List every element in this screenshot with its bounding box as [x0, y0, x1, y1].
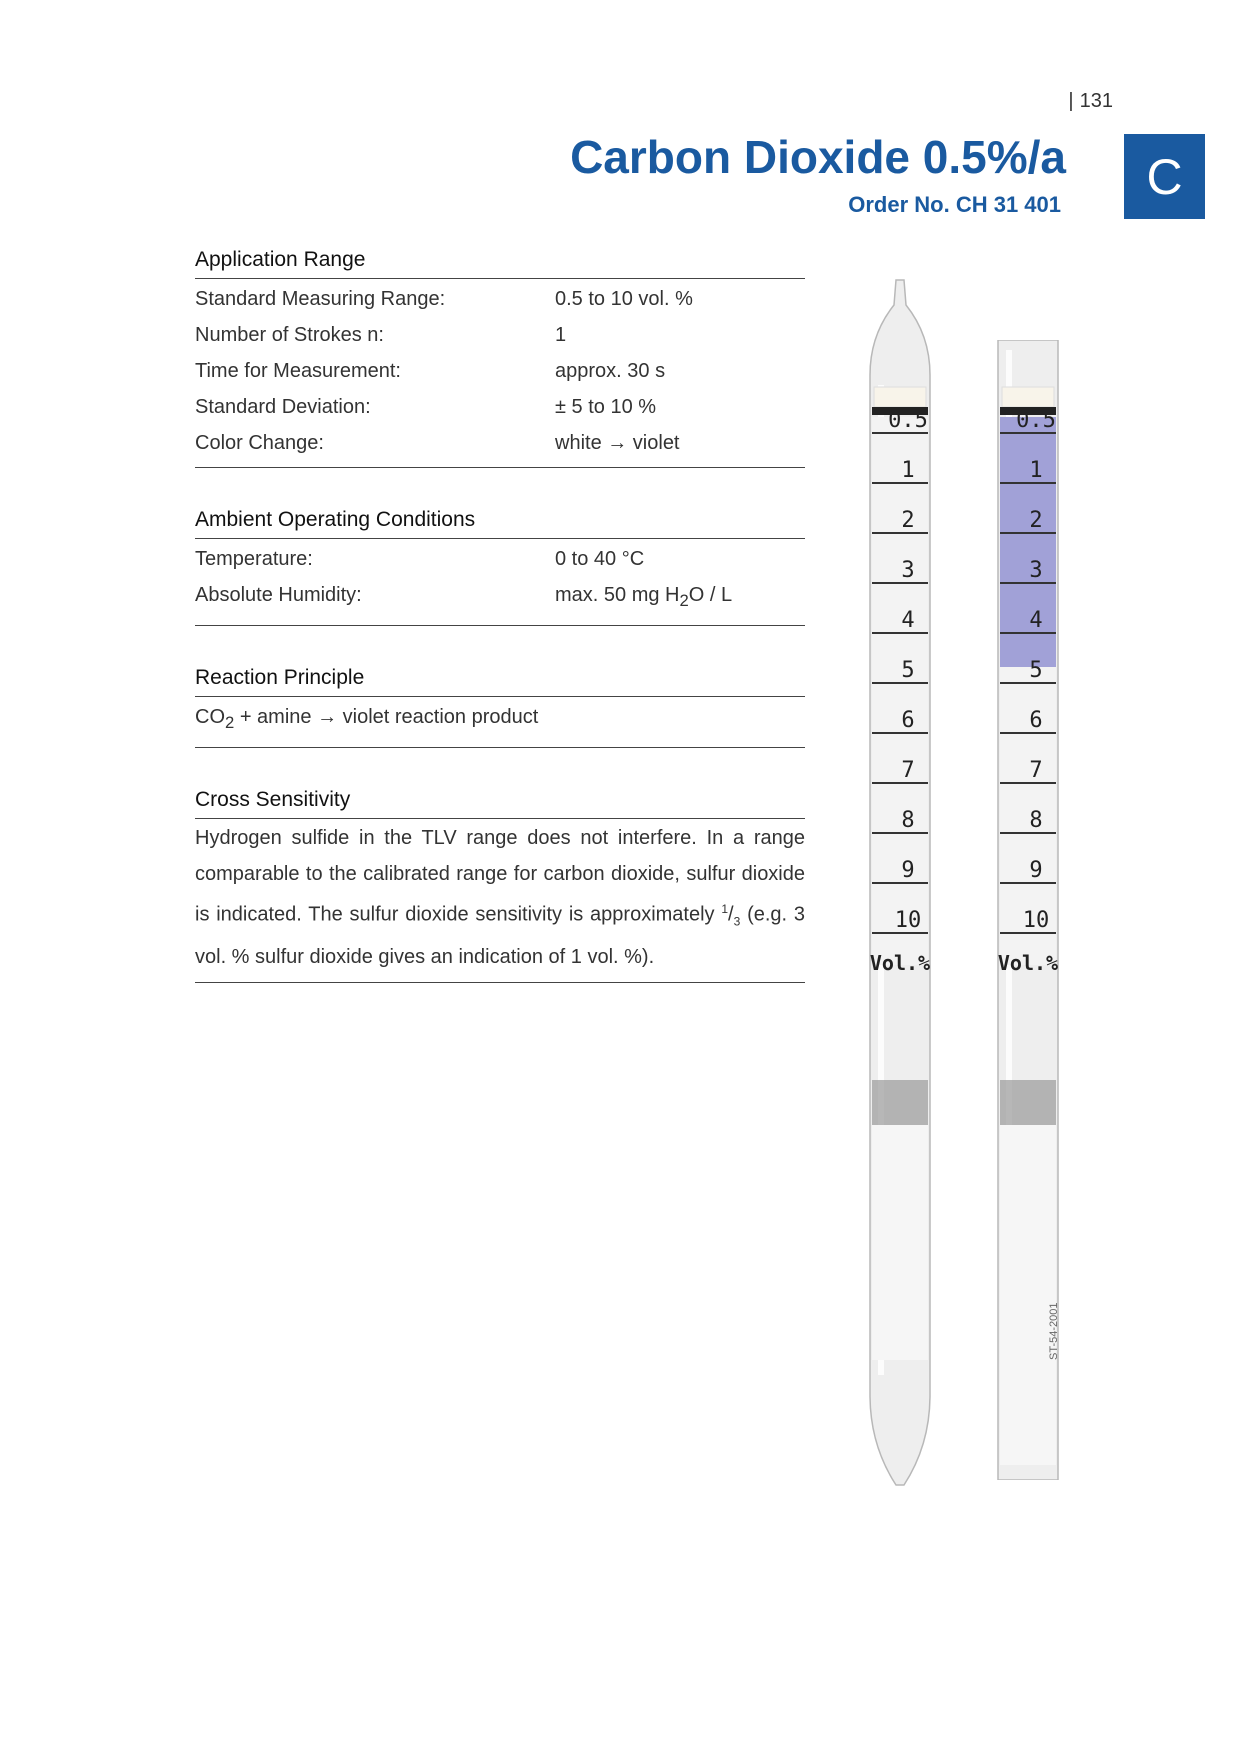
- cross-sensitivity-body: [195, 819, 805, 983]
- spec-content: [195, 248, 805, 1023]
- reaction-principle-heading: Reaction Principle: [195, 666, 805, 697]
- humidity-subscript: 2: [679, 591, 689, 610]
- tube-lower-section: [1000, 1125, 1056, 1465]
- scale-label: 4: [901, 608, 915, 633]
- mesh-plug: [1000, 1080, 1056, 1125]
- page-number: [1068, 90, 1113, 113]
- spec-value: [555, 577, 805, 619]
- spec-value: 0 to 40 °C: [555, 548, 645, 570]
- scale-label: 1: [1029, 458, 1043, 483]
- spec-key: Color Change:: [195, 432, 324, 454]
- scale-label: 9: [901, 858, 915, 883]
- reaction-subscript: 2: [225, 713, 235, 732]
- scale-label: 8: [901, 808, 915, 833]
- humidity-value-suffix: O / L: [688, 584, 733, 606]
- image-code: ST-54-2001: [1048, 1302, 1060, 1360]
- scale-label: 7: [1029, 758, 1043, 783]
- spec-value: approx. 30 s: [555, 360, 666, 382]
- unused-tube: [850, 275, 950, 1495]
- tube-plug: [874, 387, 926, 407]
- reaction-equation: [195, 699, 805, 741]
- scale-label: 8: [1029, 808, 1043, 833]
- reacted-zone: [1000, 417, 1056, 667]
- section-tab: C: [1124, 134, 1205, 219]
- scale-label: 4: [1029, 608, 1043, 633]
- ambient-conditions-table: [195, 539, 805, 626]
- scale-label: 10: [1022, 908, 1050, 933]
- cross-sensitivity-text: [195, 821, 805, 976]
- scale-label: 0.5: [1016, 408, 1056, 433]
- spec-key: Standard Deviation:: [195, 396, 371, 418]
- scale-label: 2: [901, 508, 915, 533]
- scale-label: 6: [901, 708, 915, 733]
- scale-label: 3: [1029, 558, 1043, 583]
- application-range-table: [195, 279, 805, 468]
- page-title: Carbon Dioxide 0.5%/a: [570, 131, 1066, 183]
- order-number: Order No. CH 31 401: [848, 192, 1061, 217]
- scale-label: 9: [1029, 858, 1043, 883]
- spec-key: Temperature:: [195, 548, 313, 570]
- spec-value: white → violet: [555, 432, 680, 454]
- application-range-section: [195, 248, 805, 468]
- spec-row: [195, 317, 805, 353]
- scale-label: 3: [901, 558, 915, 583]
- tube-lower-section: [872, 1125, 928, 1360]
- mesh-plug: [872, 1080, 928, 1125]
- spec-row: [195, 389, 805, 425]
- tube-plug: [1002, 387, 1054, 407]
- scale-label: 1: [901, 458, 915, 483]
- spec-row: [195, 353, 805, 389]
- scale-unit-label: Vol.%: [997, 951, 1059, 975]
- reaction-formula: [195, 699, 538, 741]
- scale-label: 7: [901, 758, 915, 783]
- spec-row: [195, 541, 805, 577]
- spec-row: [195, 281, 805, 317]
- used-tube: [978, 340, 1078, 1480]
- spec-value: 0.5 to 10 vol. %: [555, 288, 693, 310]
- page-number-value: 131: [1079, 90, 1113, 112]
- cross-text-main: Hydrogen sulfide in the TLV range does not interfere. In a range comparable to the calibrated range for carbon dioxide, sulfur dioxide is indicated. The sulfur dioxide sensitivity is approximately: [195, 827, 805, 926]
- application-range-heading: Application Range: [195, 248, 805, 279]
- spec-key: Standard Measuring Range:: [195, 288, 446, 310]
- scale-label: 5: [901, 658, 915, 683]
- humidity-value-prefix: max. 50 mg H: [555, 584, 680, 606]
- cross-sensitivity-section: [195, 788, 805, 983]
- spec-value: 1: [555, 324, 567, 346]
- scale-label: 10: [894, 908, 922, 933]
- spec-key: Number of Strokes n:: [195, 324, 384, 346]
- scale-label: 2: [1029, 508, 1043, 533]
- spec-key: Absolute Humidity:: [195, 584, 362, 606]
- scale-label: 0.5: [888, 408, 928, 433]
- reaction-co: CO: [195, 706, 225, 728]
- fraction-slash: /: [728, 903, 734, 926]
- spec-value: ± 5 to 10 %: [555, 396, 657, 418]
- reaction-rest: + amine → violet reaction product: [234, 706, 539, 728]
- spec-row: [195, 577, 805, 619]
- scale-unit-label: Vol.%: [869, 951, 931, 975]
- ambient-conditions-heading: Ambient Operating Conditions: [195, 508, 805, 539]
- reaction-principle-section: [195, 666, 805, 748]
- reaction-principle-body: [195, 697, 805, 748]
- scale-label: 6: [1029, 708, 1043, 733]
- cross-text-end: (e.g. 3 vol. % sulfur dioxide gives an indication of 1 vol. %).: [195, 903, 805, 969]
- page-number-divider: |: [1068, 90, 1074, 112]
- fraction-denominator: 3: [733, 914, 741, 929]
- fraction-numerator: 1: [721, 902, 729, 916]
- scale-label: 5: [1029, 658, 1043, 683]
- ambient-conditions-section: [195, 508, 805, 626]
- spec-row: [195, 425, 805, 461]
- spec-key: Time for Measurement:: [195, 360, 401, 382]
- cross-sensitivity-heading: Cross Sensitivity: [195, 788, 805, 819]
